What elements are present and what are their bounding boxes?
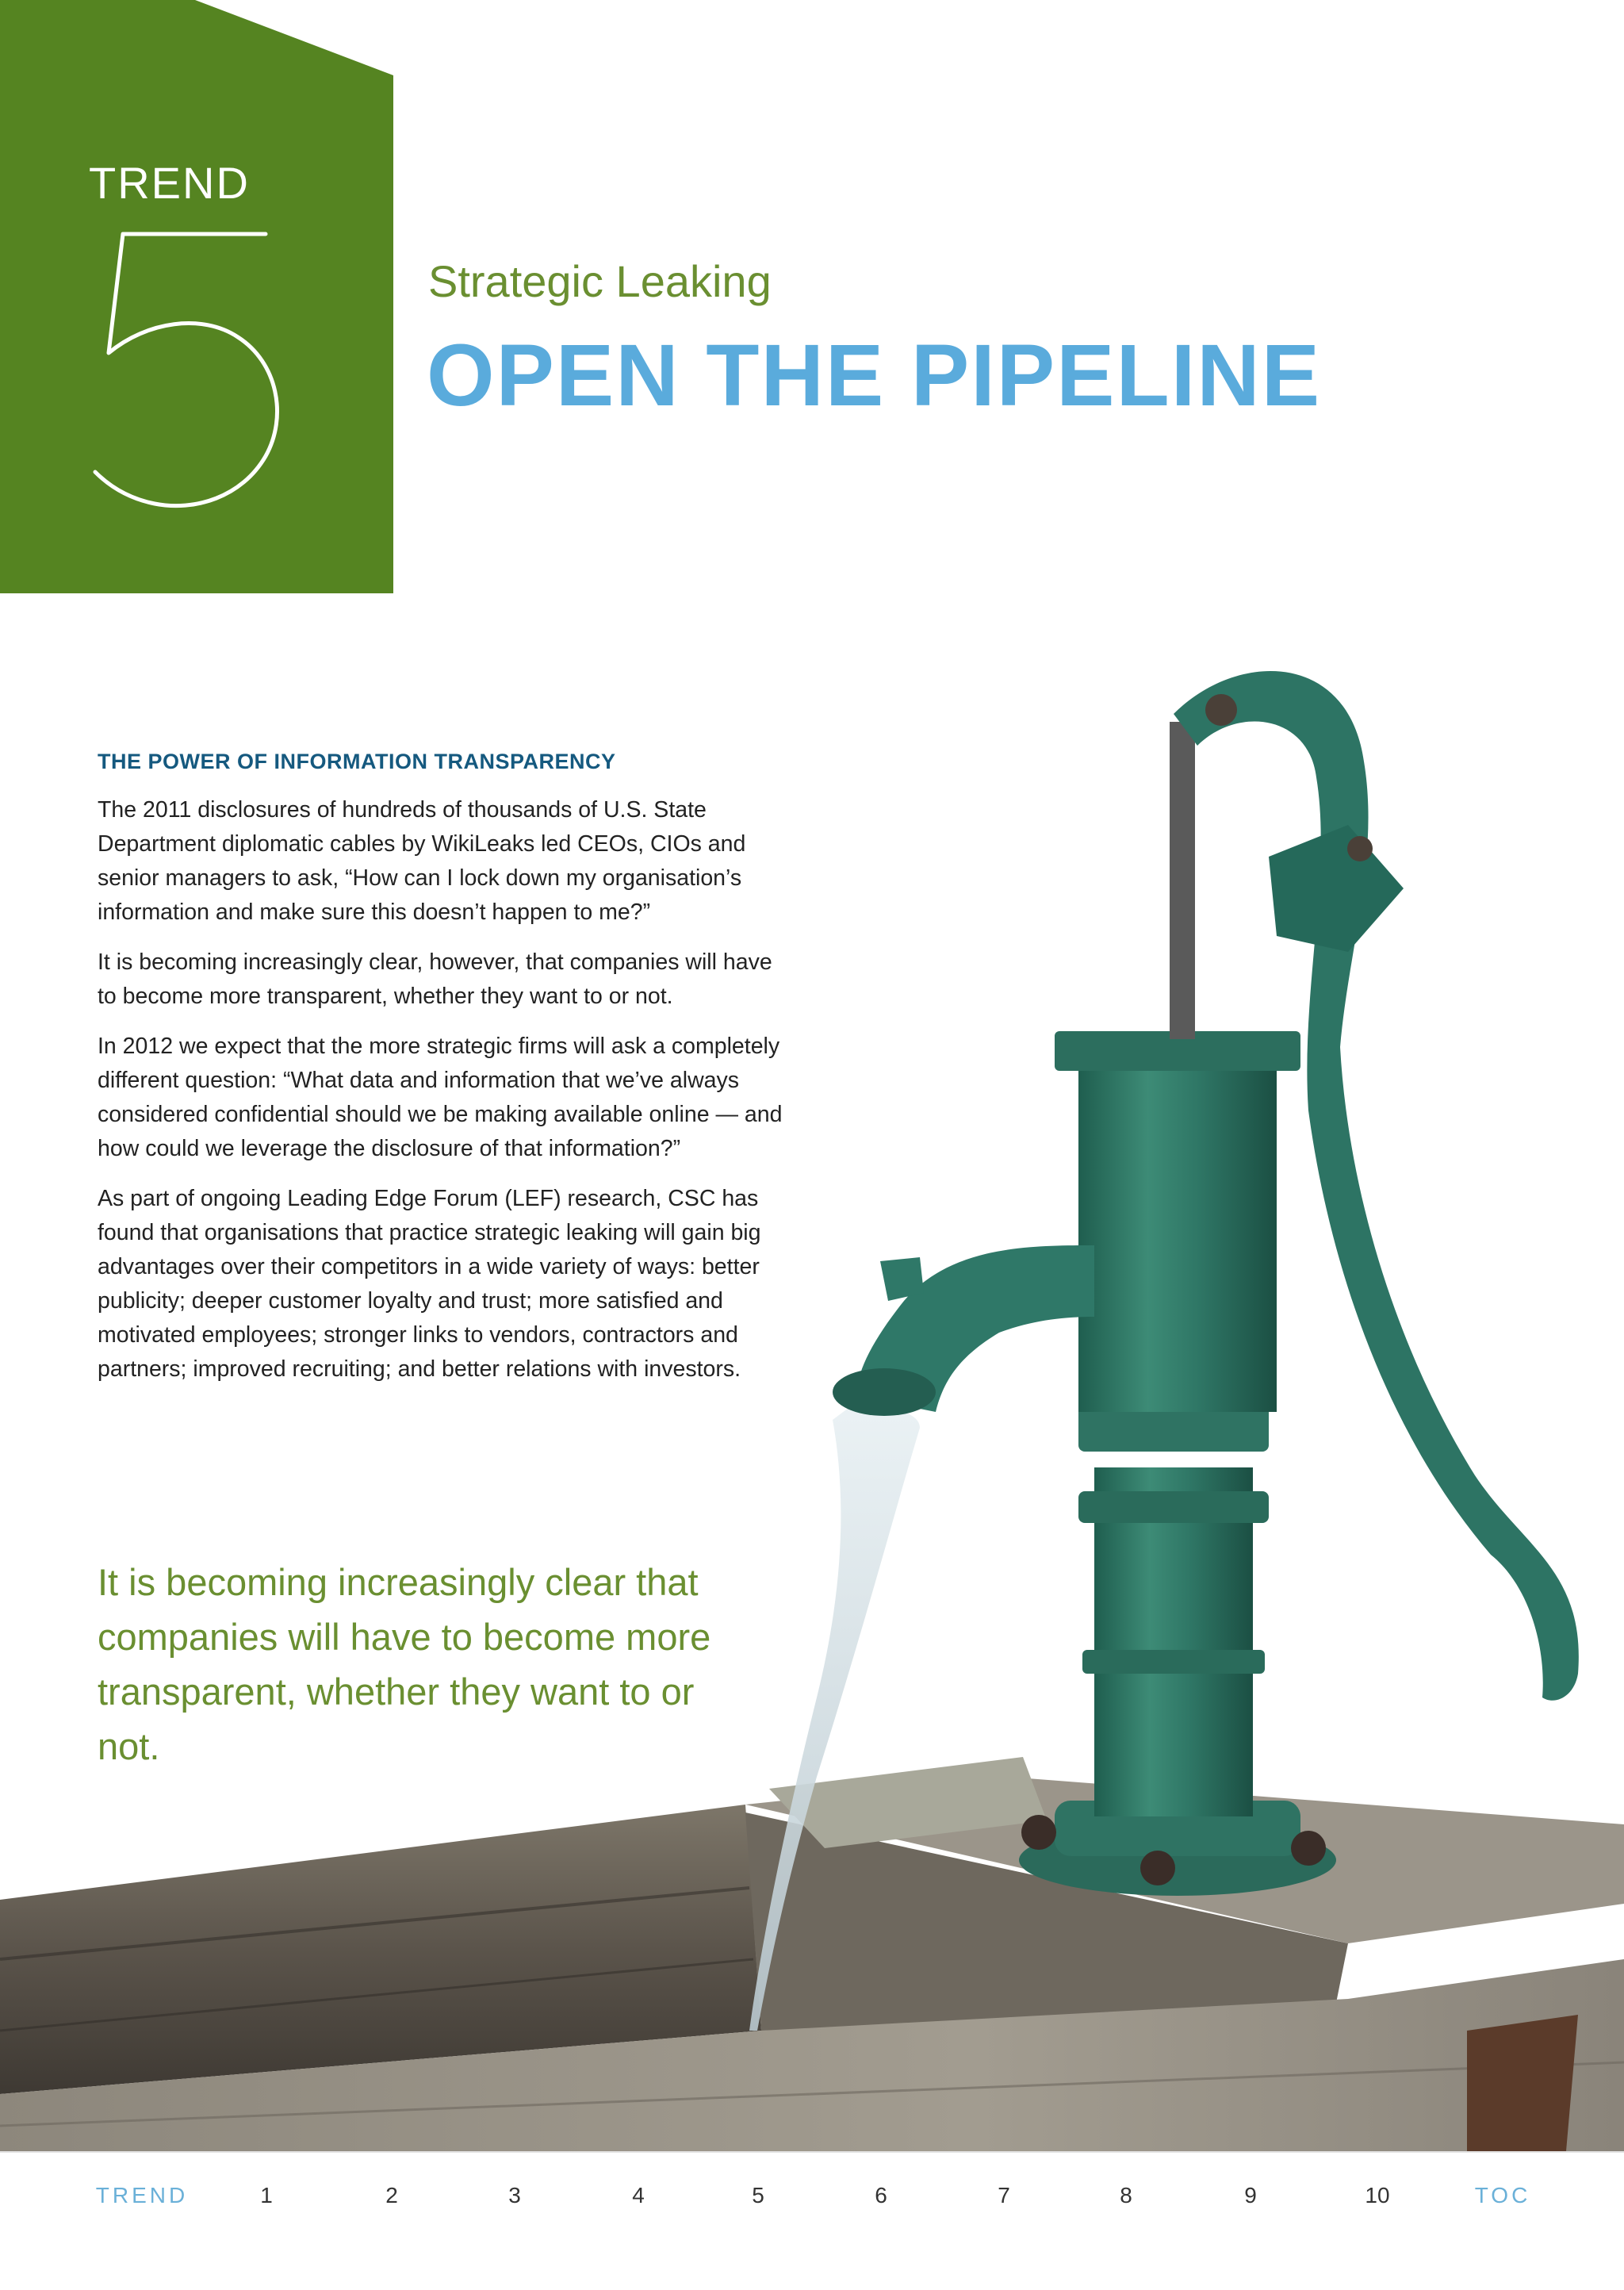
nav-trend-3[interactable]: 3	[508, 2183, 521, 2208]
nav-trend-6[interactable]: 6	[875, 2183, 887, 2208]
page-title: OPEN THE PIPELINE	[427, 327, 1322, 424]
paragraph: It is becoming increasingly clear, however, that companies will have to become more transparent, whether they want to or not.	[98, 949, 772, 1009]
paragraph: In 2012 we expect that the more strategic firms will ask a completely different question: “What data and information that we’ve always considered confidential should we be making available online — and how could we leverage the disclosure of that information?”	[98, 1034, 783, 1161]
footer-divider	[0, 2151, 1624, 2153]
nav-trend-5[interactable]: 5	[752, 2183, 764, 2208]
trend-label: TREND	[89, 158, 250, 208]
nav-trend-2[interactable]: 2	[385, 2183, 398, 2208]
trend-number	[75, 186, 305, 520]
article-body	[98, 747, 795, 1402]
section-heading: THE POWER OF INFORMATION TRANSPARENCY	[98, 750, 616, 773]
nav-trend-10[interactable]: 10	[1365, 2183, 1390, 2208]
nav-trend-1[interactable]: 1	[260, 2183, 273, 2208]
nav-trend-4[interactable]: 4	[632, 2183, 645, 2208]
nav-trend-label[interactable]: TREND	[95, 2183, 189, 2208]
footer-bar	[0, 2153, 1624, 2290]
paragraph: As part of ongoing Leading Edge Forum (LEF) research, CSC has found that organisations that practice strategic leaking will gain big advantages over their competitors in a wide variety of ways: better publicity; deeper customer loyalty and trust; more satisfied and motivated employees; stronger links to vendors, contractors and partners; improved recruiting; and better relations with investors.	[98, 1186, 761, 1382]
nav-trend-9[interactable]: 9	[1244, 2183, 1257, 2208]
nav-toc-link[interactable]: TOC	[1474, 2183, 1531, 2208]
nav-trend-8[interactable]: 8	[1120, 2183, 1132, 2208]
nav-trend-7[interactable]: 7	[998, 2183, 1010, 2208]
page-subtitle: Strategic Leaking	[428, 256, 772, 306]
paragraph: The 2011 disclosures of hundreds of thousands of U.S. State Department diplomatic cables by WikiLeaks led CEOs, CIOs and senior managers to ask, “How can I lock down my organisation’s information and make sure this doesn’t happen to me?”	[98, 797, 746, 925]
pull-quote: It is becoming increasingly clear that companies will have to become more transparent, whether they want to or not.	[98, 1561, 711, 1767]
